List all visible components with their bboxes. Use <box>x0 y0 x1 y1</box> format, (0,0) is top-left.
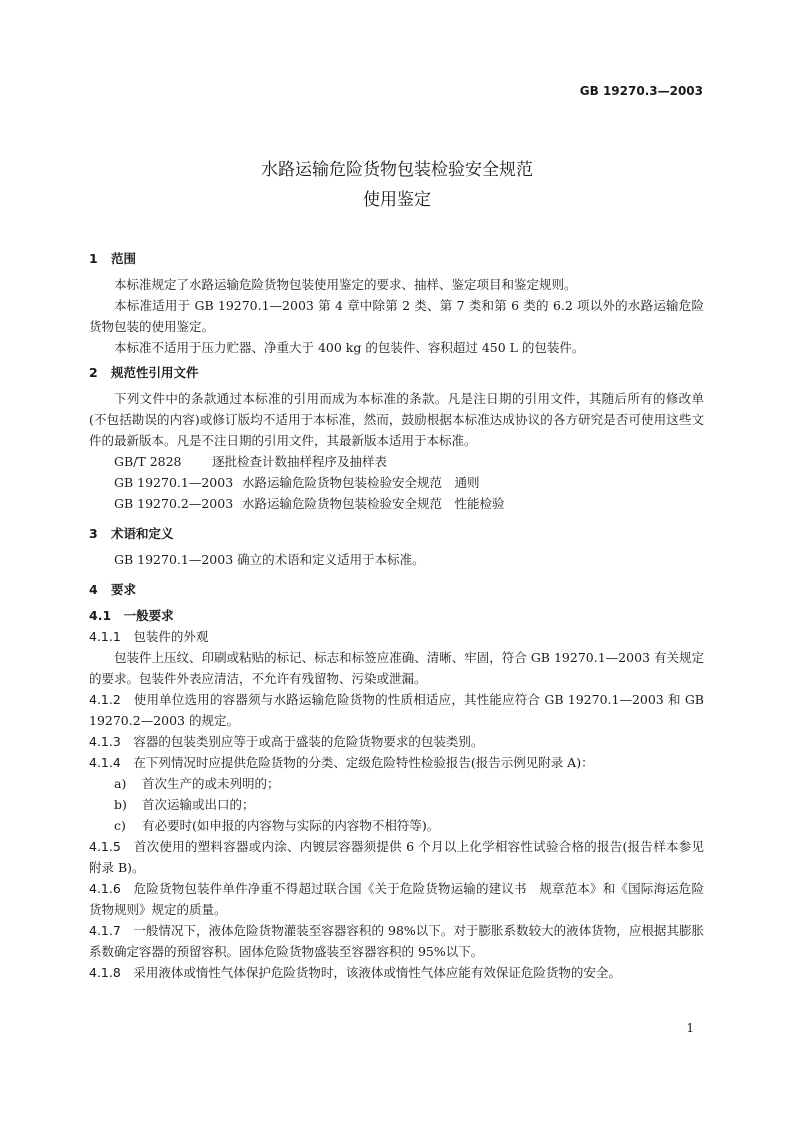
clause <box>89 920 704 962</box>
list-marker: a) <box>114 776 127 791</box>
clause-text: 使用单位选用的容器须与水路运输危险货物的性质相适应，其性能应符合 GB 19270.1—2003 和 GB 19270.2—2003 的规定。 <box>89 692 704 728</box>
clause-text: 包装件的外观 <box>133 629 209 644</box>
clause <box>89 731 704 752</box>
reference-item <box>89 451 704 472</box>
paragraph: 本标准不适用于压力贮器、净重大于 400 kg 的包装件、容积超过 450 L 的包装件。 <box>114 340 585 355</box>
reference-name: 水路运输危险货物包装检验安全规范 通则 <box>242 475 480 490</box>
section-number: 2 <box>89 365 98 380</box>
document-subtitle: 使用鉴定 <box>363 190 431 210</box>
clause-number: 4.1.2 <box>89 692 121 707</box>
clause-number: 4.1.8 <box>89 965 121 980</box>
reference-code: GB 19270.1—2003 <box>114 475 234 490</box>
section-title: 术语和定义 <box>111 526 174 541</box>
clause-text: 危险货物包装件单件净重不得超过联合国《关于危险货物运输的建议书 规章范本》和《国际海运危险货物规则》规定的质量。 <box>89 881 704 917</box>
clause <box>89 689 704 731</box>
clause <box>89 878 704 920</box>
standard-number: GB 19270.3—2003 <box>579 84 703 98</box>
subsection-title: 一般要求 <box>123 608 174 623</box>
section-title: 范围 <box>111 251 137 266</box>
section-number: 3 <box>89 526 98 541</box>
clause-number: 4.1.1 <box>89 629 121 644</box>
reference-name: 逐批检查计数抽样程序及抽样表 <box>212 454 388 469</box>
clause-number: 4.1.5 <box>89 839 121 854</box>
clause-text: 首次使用的塑料容器或内涂、内镀层容器须提供 6 个月以上化学相容性试验合格的报告(报告样本参见附录 B)。 <box>89 839 704 875</box>
paragraph: 下列文件中的条款通过本标准的引用而成为本标准的条款。凡是注日期的引用文件，其随后所有的修改单(不包括勘误的内容)或修订版均不适用于本标准，然而，鼓励根据本标准达成协议的各方研究是否可使用这些文件的最新版本。凡是不注日期的引用文件，其最新版本适用于本标准。 <box>89 391 704 448</box>
paragraph: 本标准规定了水路运输危险货物包装使用鉴定的要求、抽样、鉴定项目和鉴定规则。 <box>114 277 577 292</box>
clause-text: 采用液体或惰性气体保护危险货物时，该液体或惰性气体应能有效保证危险货物的安全。 <box>133 965 621 980</box>
list-text: 有必要时(如申报的内容物与实际的内容物不相符等)。 <box>142 818 440 833</box>
section-heading <box>89 524 704 544</box>
clause-number: 4.1.6 <box>89 881 121 896</box>
section-number: 4 <box>89 582 98 597</box>
clause-number: 4.1.3 <box>89 734 121 749</box>
list-item <box>89 794 704 815</box>
list-text: 首次生产的或未列明的； <box>142 776 280 791</box>
clause-number: 4.1.4 <box>89 755 121 770</box>
reference-code: GB/T 2828 <box>114 454 182 469</box>
section-number: 1 <box>89 251 98 266</box>
list-marker: b) <box>114 797 127 812</box>
list-item <box>89 815 704 836</box>
subsection-heading <box>89 605 704 626</box>
document-title: 水路运输危险货物包装检验安全规范 <box>261 160 533 180</box>
section-heading <box>89 363 704 383</box>
clause-text: 一般情况下，液体危险货物灌装至容器容积的 98%以下。对于膨胀系数较大的液体货物，应根据其膨胀系数确定容器的预留容积。固体危险货物盛装至容器容积的 95%以下。 <box>89 923 704 959</box>
section-title: 要求 <box>111 582 137 597</box>
section-heading <box>89 249 704 269</box>
subsection-number: 4.1 <box>89 608 112 623</box>
list-marker: c) <box>114 818 126 833</box>
clause-text: 在下列情况时应提供危险货物的分类、定级危险特性检验报告(报告示例见附录 A)： <box>133 755 594 770</box>
reference-code: GB 19270.2—2003 <box>114 496 234 511</box>
clause <box>89 752 704 773</box>
paragraph: GB 19270.1—2003 确立的术语和定义适用于本标准。 <box>114 552 425 567</box>
section-title: 规范性引用文件 <box>111 365 199 380</box>
paragraph: 包装件上压纹、印刷或粘贴的标记、标志和标签应准确、清晰、牢固，符合 GB 19270.1—2003 有关规定的要求。包装件外表应清洁，不允许有残留物、污染或泄漏。 <box>89 650 704 686</box>
clause-number: 4.1.7 <box>89 923 121 938</box>
section-heading <box>89 580 704 600</box>
clause-text: 容器的包装类别应等于或高于盛装的危险货物要求的包装类别。 <box>133 734 484 749</box>
reference-item <box>89 472 704 493</box>
paragraph: 本标准适用于 GB 19270.1—2003 第 4 章中除第 2 类、第 7 类和第 6 类的 6.2 项以外的水路运输危险货物包装的使用鉴定。 <box>89 298 704 334</box>
document-body <box>89 249 704 983</box>
clause <box>89 836 704 878</box>
clause <box>89 962 704 983</box>
clause <box>89 626 704 647</box>
reference-item <box>89 493 704 514</box>
page-number: 1 <box>686 1021 694 1035</box>
list-item <box>89 773 704 794</box>
list-text: 首次运输或出口的； <box>142 797 255 812</box>
reference-name: 水路运输危险货物包装检验安全规范 性能检验 <box>242 496 505 511</box>
